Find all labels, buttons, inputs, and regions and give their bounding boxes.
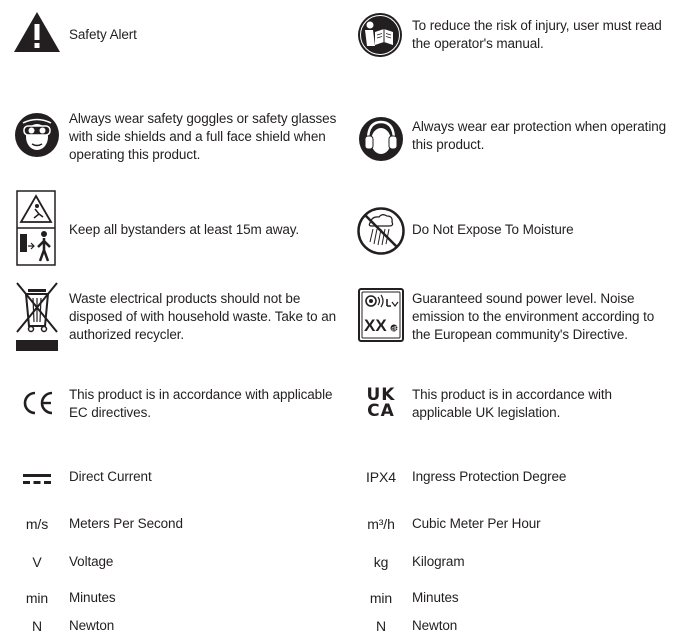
symbol-description: Guaranteed sound power level. Noise emission to the environment according to the European community's Directive. (412, 291, 655, 342)
safety-alert-icon (12, 10, 62, 54)
symbol-description: Do Not Expose To Moisture (412, 222, 574, 237)
ukca-mark-icon (362, 385, 400, 421)
symbol-description: Voltage (69, 554, 114, 569)
symbol-description: Meters Per Second (69, 516, 183, 531)
unit-symbol: IPX4 (366, 469, 396, 485)
no-moisture-icon (356, 206, 406, 256)
ukca-mark-line-2: CA (367, 401, 395, 421)
symbol-description: Always wear safety goggles or safety glasses with side shields and a full face shield when operating this product. (69, 111, 337, 162)
ukca-mark-line-1: UK (366, 385, 396, 405)
symbol-description: Always wear ear protection when operating this product. (412, 119, 667, 152)
symbol-description: This product is in accordance with applicable UK legislation. (412, 387, 612, 420)
symbol-description: Waste electrical products should not be disposed of with household waste. Take to an authorized recycler. (69, 291, 337, 342)
read-manual-icon (357, 12, 403, 58)
sound-power-level-icon (358, 288, 404, 342)
weee-crossed-bin-icon (14, 280, 60, 354)
safety-goggles-face-shield-icon (14, 112, 60, 158)
symbol-description: Newton (69, 618, 115, 633)
symbol-description: Minutes (412, 590, 459, 605)
ce-mark-icon (20, 390, 56, 416)
keep-bystanders-away-icon (16, 190, 58, 266)
symbol-description: To reduce the risk of injury, user must read the operator's manual. (412, 18, 662, 51)
symbol-description: Cubic Meter Per Hour (412, 516, 541, 531)
symbol-description: Keep all bystanders at least 15m away. (69, 222, 300, 237)
sound-level-placeholder: XX (364, 316, 387, 335)
unit-symbol: min (25, 590, 49, 606)
ear-protection-icon (358, 116, 404, 162)
unit-symbol: m/s (25, 516, 49, 532)
symbol-description: This product is in accordance with applicable EC directives. (69, 387, 333, 420)
unit-symbol: N (375, 618, 386, 634)
direct-current-icon (22, 472, 52, 486)
symbol-description: Direct Current (69, 469, 152, 484)
symbol-description: Minutes (69, 590, 116, 605)
symbol-description: Kilogram (412, 554, 465, 569)
unit-symbol: min (369, 590, 393, 606)
symbol-description: Ingress Protection Degree (412, 469, 567, 484)
symbol-description: Safety Alert (69, 27, 137, 42)
unit-symbol: V (32, 554, 42, 570)
svg-text:dB: dB (391, 326, 399, 333)
unit-symbol: m³/h (367, 516, 395, 532)
symbol-description: Newton (412, 618, 458, 633)
unit-symbol: N (31, 618, 42, 634)
unit-symbol: kg (373, 554, 389, 570)
